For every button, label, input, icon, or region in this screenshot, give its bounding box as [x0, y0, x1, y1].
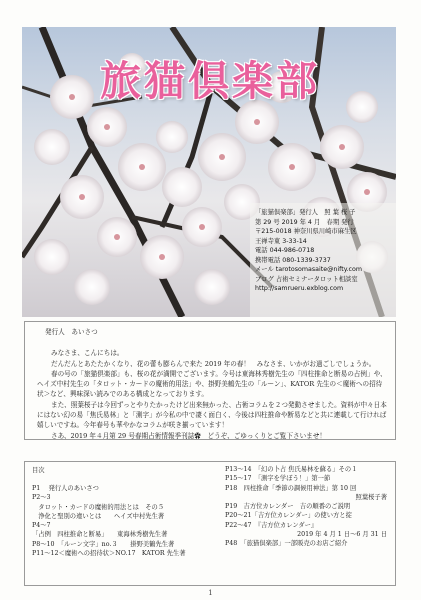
greeting-paragraph: また、照葉桜子は今回ずっとやりたかったけど出来無かった、占術コラムを２つ発動させました。資料が中々日本にはない幻の易「焦氏易林」と「測字」が今私の中で凄く面白く、今後は四柱推命や断易などと共に連載して行ければ嬉しいですね。今年春号も華やかなコラムが咲き揃っています！ — [37, 400, 387, 430]
phone-line: 電話 044-986-0718 — [255, 247, 315, 254]
toc-item: P1 発行人のあいさつ — [32, 485, 99, 492]
address-line: 〒215-0018 神奈川県川崎市麻生区 — [255, 228, 357, 235]
toc-item-dates: 2019 年 4 月 1 日～6 月 31 日 — [297, 531, 387, 539]
issue-line: 第 29 号 2019 年 4 月 春期 発行 — [255, 218, 354, 226]
greeting-box — [24, 321, 396, 440]
toc-item: P2～3 — [32, 494, 51, 502]
toc-item: P11～12＜魔術への招待状＞NO.17 KATOR 先生著 — [32, 550, 186, 558]
greeting-paragraph: さあ、2019 年４月第 29 号春期占術情報季刊誌✿ どうぞ、ごゆっくりとご覧下さいませ！ — [51, 431, 326, 440]
toc-item: P13～14 「幻の卜占 焦氏易林を蘇る」その１ — [225, 466, 358, 473]
toc-item: P48 「旅猫倶楽部」一部販売のお店ご紹介 — [225, 540, 348, 548]
publisher-line: 「旅猫倶楽部」発行人 照 葉 桜 子 — [255, 209, 356, 216]
toc-title: 目次 — [32, 467, 45, 474]
toc-item: P15～17 「測字を学ぼう！」第一節 — [225, 475, 331, 483]
publisher-info — [255, 208, 398, 294]
greeting-heading: 発行人 あいさつ — [45, 328, 98, 336]
table-of-contents — [24, 461, 396, 586]
toc-item: P20～21「吉方位カレンダー」の使い方と掟 — [225, 512, 352, 520]
greeting-hello: みなさま、こんにちは。 — [51, 349, 124, 358]
email-line: メール tarotosomasaite@nifty.com — [255, 266, 362, 273]
toc-item-author: 照葉桜子著 — [355, 493, 387, 501]
toc-item: タロット・カードの魔術的用法とは その５ — [32, 503, 165, 511]
toc-item: 浄化と聖別の違いとは ヘイズ中村先生著 — [32, 512, 165, 520]
toc-item: P22～47 『吉方位カレンダー』 — [225, 521, 318, 529]
address-line: 王禅寺東 3-33-14 — [255, 237, 307, 245]
toc-left-column — [32, 484, 232, 558]
toc-item: P8～10 「ルーン文字」no.３ 掛野美鶴先生著 — [32, 540, 175, 548]
toc-item: P4～7 — [32, 522, 51, 530]
blog-line: ブログ 占術セミナータロット相談室 — [255, 275, 358, 283]
toc-item: P19 吉方位カレンダー 吉の順番のご説明 — [225, 503, 351, 511]
blog-url: http://samrueru.exblog.com — [255, 285, 344, 292]
page-number: 1 — [208, 589, 213, 597]
greeting-paragraph: だんだんとあたたかくなり、花の蕾も膨らんで来た 2019 年の春！ みなさま、いかがお過ごしでしょうか。 — [51, 359, 376, 368]
mobile-line: 携帯電話 080-1339-3737 — [255, 256, 331, 264]
toc-item: P18 四柱推命「季節の調候用神法」第 10 回 — [225, 484, 357, 492]
greeting-paragraph: 春の号の「旅猫倶楽部」も、桜の花が満開でございます。今号は東海林秀樹先生の「四柱推命と断易の占例」や、ヘイズ中村先生の「タロット・カードの魔術的用法」や、掛野美鶴先生の「ルーン」、KATOR 先生の＜魔術への招待状＞など、興味深い読みでのある構成となっております。 — [37, 369, 387, 399]
toc-item: 「占例 四柱推命と断易」 東海林秀樹先生著 — [32, 531, 168, 539]
magazine-title: 旅猫倶楽部 — [100, 57, 320, 105]
toc-right-column — [225, 465, 395, 549]
